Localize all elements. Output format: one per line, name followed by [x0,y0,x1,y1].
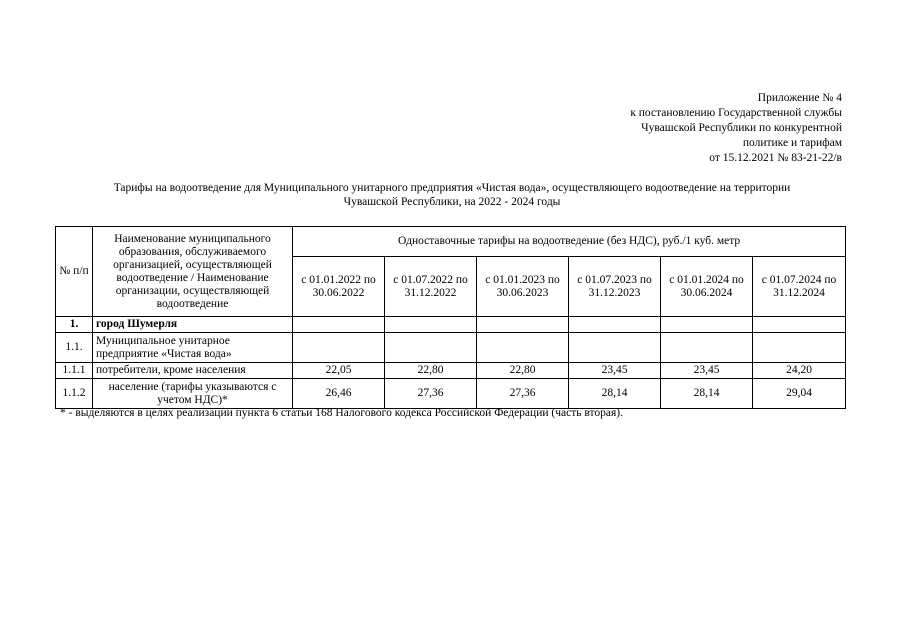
header-period: с 01.07.2024 по 31.12.2024 [753,257,846,317]
row-num: 1.1.1 [56,363,93,379]
row-value: 27,36 [385,379,477,409]
header-tariff-group: Одноставочные тарифы на водоотведение (без НДС), руб./1 куб. метр [293,227,846,257]
appendix-line: политике и тарифам [742,137,842,149]
row-value: 22,80 [385,363,477,379]
table-row [56,317,846,333]
row-value [385,333,477,363]
row-value: 23,45 [661,363,753,379]
header-period: с 01.01.2024 по 30.06.2024 [661,257,753,317]
row-value: 27,36 [477,379,569,409]
row-num: 1.1.2 [56,379,93,409]
row-num: 1. [56,317,93,333]
row-value: 26,46 [293,379,385,409]
row-value [569,333,661,363]
row-value: 28,14 [661,379,753,409]
row-value: 24,20 [753,363,846,379]
table-row [56,379,846,409]
row-value [753,317,846,333]
title-line-2: Чувашской Республики, на 2022 - 2024 годы [343,196,561,208]
appendix-line: Чувашской Республики по конкурентной [641,122,842,134]
row-value [293,333,385,363]
row-value [477,333,569,363]
title-line-1: Тарифы на водоотведение для Муниципального унитарного предприятия «Чистая вода», осуществляющего водоотведение на территории [113,182,791,194]
row-value: 28,14 [569,379,661,409]
appendix-line: Приложение № 4 [757,92,842,104]
row-value: 29,04 [753,379,846,409]
header-period: с 01.07.2023 по 31.12.2023 [569,257,661,317]
row-name: потребители, кроме населения [93,363,293,379]
header-num: № п/п [56,227,93,317]
row-value [293,317,385,333]
row-value [753,333,846,363]
table-row [56,333,846,363]
appendix-block [630,91,842,166]
row-value [661,333,753,363]
footnote: * - выделяются в целях реализации пункта 6 статьи 168 Налогового кодекса Российской Федерации (часть вторая). [60,407,623,419]
header-name: Наименование муниципального образования, обслуживаемого организацией, осуществляющей водоотведение / Наименование организации, осуществляющей водоотведение [93,227,293,317]
tariff-table [55,226,846,409]
row-num: 1.1. [56,333,93,363]
header-period: с 01.07.2022 по 31.12.2022 [385,257,477,317]
table-header-row [56,227,846,257]
row-name: Муниципальное унитарное предприятие «Чистая вода» [93,333,293,363]
row-value: 23,45 [569,363,661,379]
row-value: 22,80 [477,363,569,379]
table-row [56,363,846,379]
header-period: с 01.01.2022 по 30.06.2022 [293,257,385,317]
row-value [385,317,477,333]
row-name: город Шумерля [93,317,293,333]
header-period: с 01.01.2023 по 30.06.2023 [477,257,569,317]
row-name: население (тарифы указываются с учетом НДС)* [93,379,293,409]
appendix-line: от 15.12.2021 № 83-21-22/в [709,152,842,164]
row-value: 22,05 [293,363,385,379]
row-value [569,317,661,333]
appendix-line: к постановлению Государственной службы [630,107,842,119]
document-title [52,181,852,209]
row-value [661,317,753,333]
row-value [477,317,569,333]
